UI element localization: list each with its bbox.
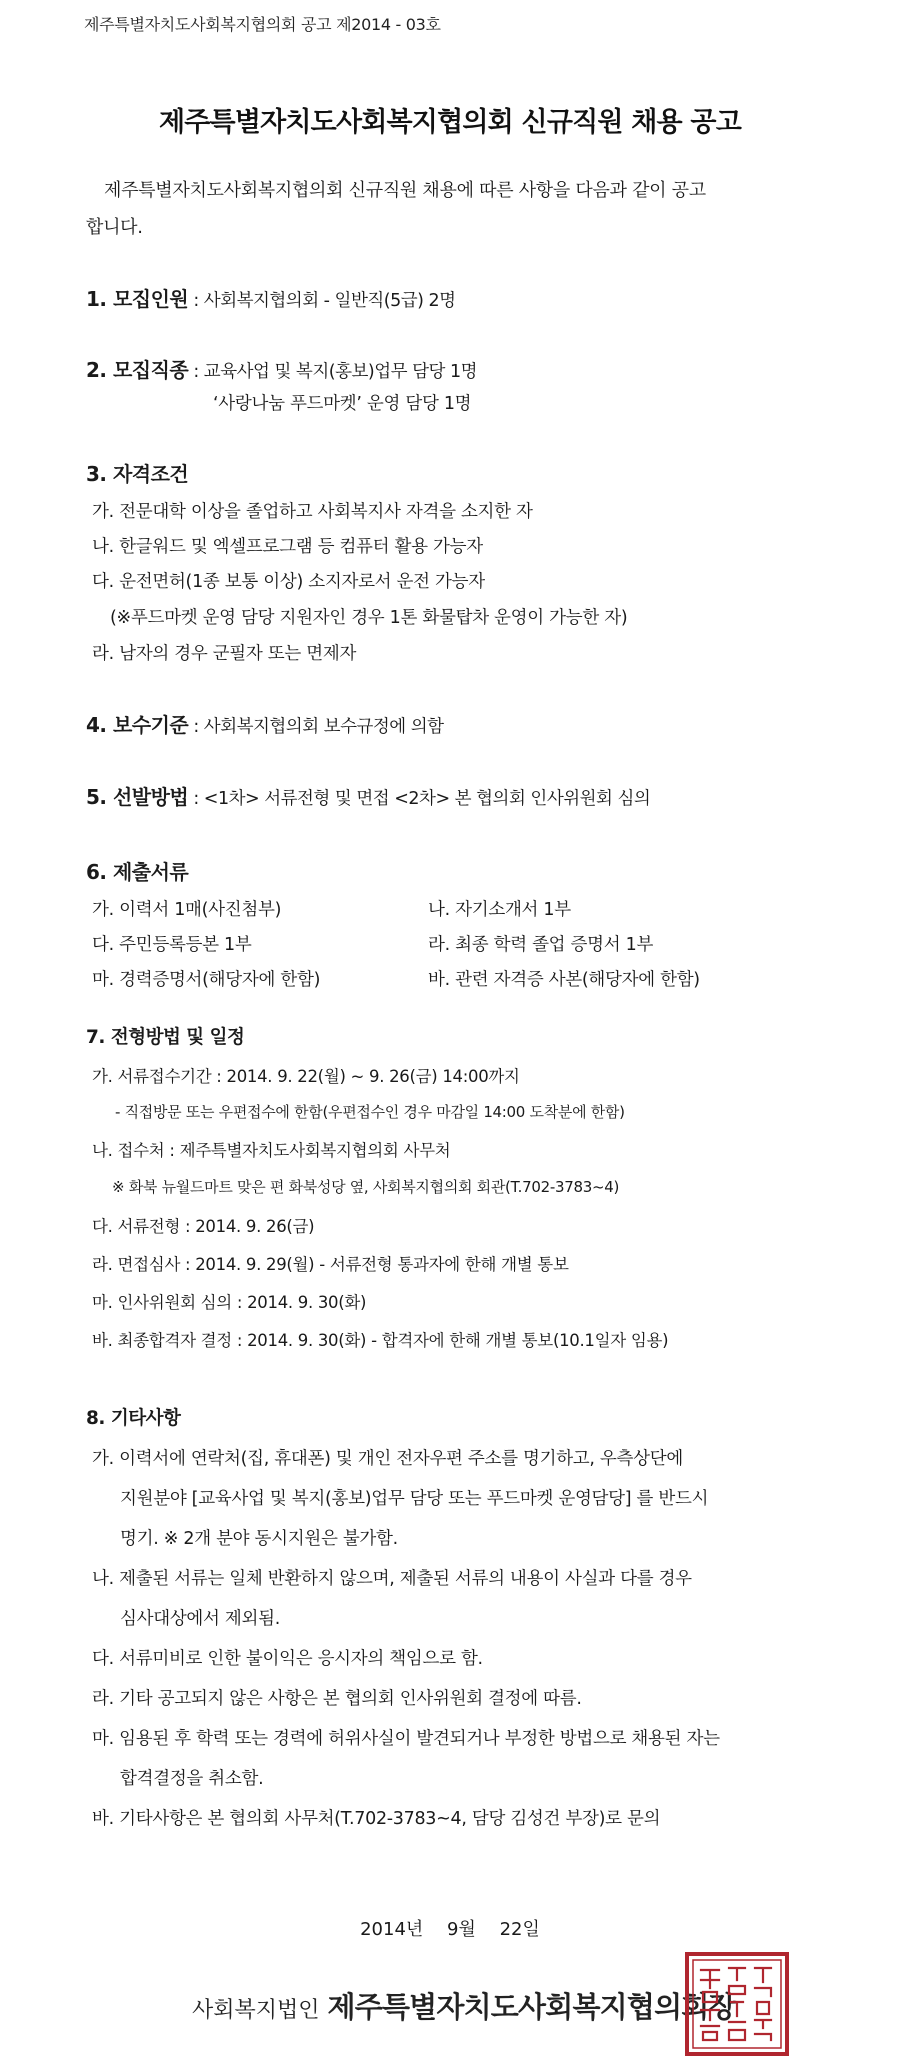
qualification-note: (※푸드마켓 운영 담당 지원자인 경우 1톤 화물탑차 운영이 가능한 자) [110,608,628,628]
official-seal-icon [683,1950,791,2058]
document-title: 제주특별자치도사회복지협의회 신규직원 채용 공고 [158,107,741,138]
qualification-item: 가. 전문대학 이상을 졸업하고 사회복지사 자격을 소지한 자 [92,502,533,522]
section-value: : 교육사업 및 복지(홍보)업무 담당 1명 [188,362,477,382]
misc-item: 가. 이력서에 연락처(집, 휴대폰) 및 개인 전자우편 주소를 명기하고, 우측상단에 [92,1449,683,1469]
signer-name: 제주특별자치도사회복지협의회장 [327,1990,736,2024]
qualification-item: 다. 운전면허(1종 보통 이상) 소지자로서 운전 가능자 [92,572,485,592]
misc-item-cont: 지원분야 [교육사업 및 복지(홍보)업무 담당 또는 푸드마켓 운영담당] 를 반드시 [120,1489,709,1509]
signer [192,1985,736,2026]
misc-item: 라. 기타 공고되지 않은 사항은 본 협의회 인사위원회 결정에 따름. [92,1689,582,1709]
section-value: : <1차> 서류전형 및 면접 <2차> 본 협의회 인사위원회 심의 [188,789,651,809]
section-value: : 사회복지협의회 - 일반직(5급) 2명 [188,291,456,311]
schedule-item: 나. 접수처 : 제주특별자치도사회복지협의회 사무처 [92,1141,451,1160]
section-heading: 1. 모집인원 [86,287,189,311]
document-item: 라. 최종 학력 졸업 증명서 1부 [428,935,654,955]
schedule-note: ※ 화북 뉴월드마트 맞은 편 화북성당 옆, 사회복지협의회 회관(T.702-3783~4) [112,1178,620,1196]
document-item: 나. 자기소개서 1부 [428,900,571,920]
section-schedule: 7. 전형방법 및 일정 [86,1027,245,1048]
intro-paragraph [86,172,824,246]
qualification-item: 나. 한글워드 및 엑셀프로그램 등 컴퓨터 활용 가능자 [92,537,483,557]
qualification-item: 라. 남자의 경우 군필자 또는 면제자 [92,644,357,664]
section-job-type [86,354,477,383]
section-selection [86,781,650,810]
schedule-item: 마. 인사위원회 심의 : 2014. 9. 30(화) [92,1293,367,1312]
section-heading: 4. 보수기준 [86,713,189,737]
intro-line: 합니다. [86,217,143,238]
document-item: 가. 이력서 1매(사진첨부) [92,900,282,920]
misc-item-cont: 명기. ※ 2개 분야 동시지원은 불가함. [120,1529,398,1549]
schedule-note: - 직접방문 또는 우편접수에 한함(우편접수인 경우 마감일 14:00 도착분에 한함) [115,1103,625,1121]
schedule-item: 바. 최종합격자 결정 : 2014. 9. 30(화) - 합격자에 한해 개별 통보(10.1일자 임용) [92,1331,669,1350]
misc-item-cont: 심사대상에서 제외됨. [120,1609,280,1629]
intro-line: 제주특별자치도사회복지협의회 신규직원 채용에 따른 사항을 다음과 같이 공고 [104,180,706,201]
section-documents: 6. 제출서류 [86,860,189,884]
misc-item: 마. 임용된 후 학력 또는 경력에 허위사실이 발견되거나 부정한 방법으로 채용된 자는 [92,1729,720,1749]
schedule-item: 다. 서류전형 : 2014. 9. 26(금) [92,1217,315,1236]
document-item: 마. 경력증명서(해당자에 한함) [92,970,321,990]
misc-item: 나. 제출된 서류는 일체 반환하지 않으며, 제출된 서류의 내용이 사실과 다를 경우 [92,1569,692,1589]
schedule-item: 라. 면접심사 : 2014. 9. 29(월) - 서류전형 통과자에 한해 개별 통보 [92,1255,569,1274]
section-heading: 5. 선발방법 [86,785,189,809]
section-heading: 2. 모집직종 [86,358,189,382]
misc-item-cont: 합격결정을 취소함. [120,1769,264,1789]
notice-number: 제주특별자치도사회복지협의회 공고 제2014 - 03호 [84,15,441,34]
misc-item: 바. 기타사항은 본 협의회 사무처(T.702-3783~4, 담당 김성건 부장)로 문의 [92,1809,661,1829]
signer-prefix: 사회복지법인 [192,1998,320,2023]
section-recruit-count [86,283,456,312]
notice-date: 2014년 9월 22일 [360,1919,540,1940]
misc-item: 다. 서류미비로 인한 불이익은 응시자의 책임으로 함. [92,1649,483,1669]
schedule-item: 가. 서류접수기간 : 2014. 9. 22(월) ~ 9. 26(금) 14:00까지 [92,1067,520,1086]
section-value: : 사회복지협의회 보수규정에 의함 [188,717,444,737]
section-misc: 8. 기타사항 [86,1408,181,1429]
section-salary [86,709,444,738]
job-type-line: ‘사랑나눔 푸드마켓’ 운영 담당 1명 [213,394,472,414]
section-qualifications: 3. 자격조건 [86,462,189,486]
document-item: 다. 주민등록등본 1부 [92,935,252,955]
document-item: 바. 관련 자격증 사본(해당자에 한함) [428,970,700,990]
